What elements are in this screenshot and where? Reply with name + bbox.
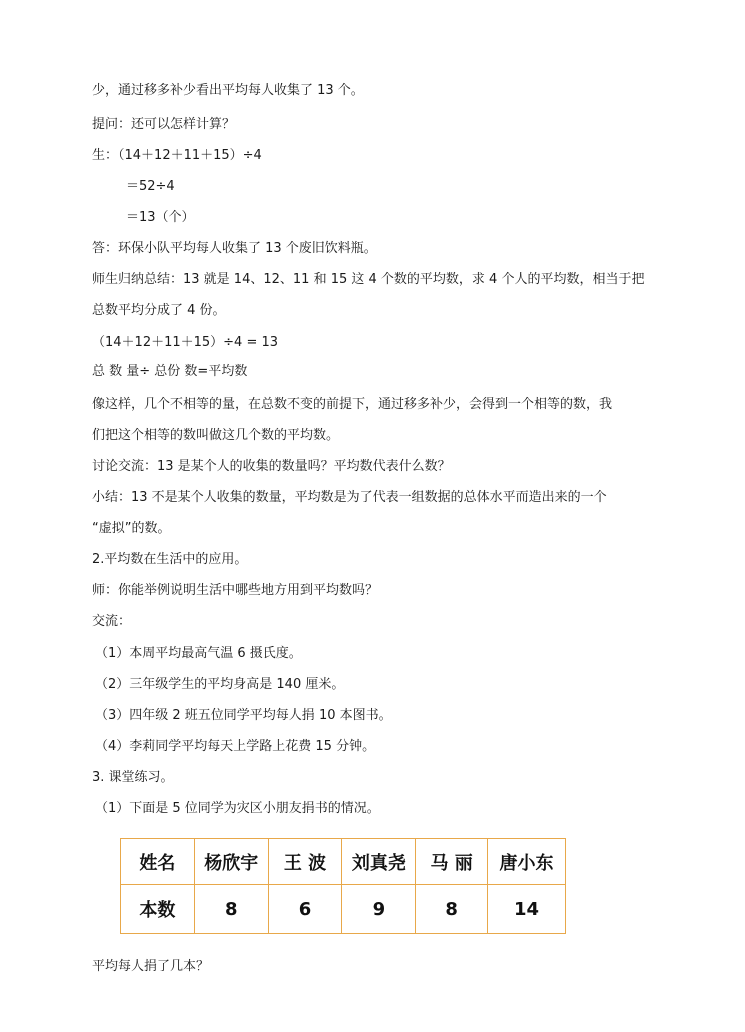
count-cell: 6 [268, 885, 342, 934]
name-cell: 王 波 [268, 839, 342, 885]
list-item: （4）李莉同学平均每天上学路上花费 15 分钟。 [95, 739, 376, 754]
text-line: ＝52÷4 [126, 179, 175, 194]
list-item: （1）本周平均最高气温 6 摄氏度。 [95, 646, 302, 661]
list-item: （3）四年级 2 班五位同学平均每人捐 10 本图书。 [95, 708, 392, 723]
name-cell: 刘真尧 [342, 839, 416, 885]
text-line: 像这样，几个不相等的量，在总数不变的前提下，通过移多补少，会得到一个相等的数，我 [92, 397, 613, 412]
text-line: 少，通过移多补少看出平均每人收集了 13 个。 [92, 83, 364, 98]
name-cell: 唐小东 [488, 839, 566, 885]
text-line: 师：你能举例说明生活中哪些地方用到平均数吗？ [92, 583, 379, 598]
name-cell: 马 丽 [416, 839, 488, 885]
donation-table [120, 838, 566, 934]
text-line: 平均每人捐了几本？ [92, 959, 210, 974]
text-line: 提问：还可以怎样计算？ [92, 117, 236, 132]
list-item: （1）下面是 5 位同学为灾区小朋友捐书的情况。 [95, 801, 380, 816]
list-item: （2）三年级学生的平均身高是 140 厘米。 [95, 677, 345, 692]
text-line: 2.平均数在生活中的应用。 [92, 552, 248, 567]
text-line: 生：（14＋12＋11＋15）÷4 [92, 148, 262, 163]
text-line: “虚拟”的数。 [92, 521, 171, 536]
text-line: 们把这个相等的数叫做这几个数的平均数。 [92, 428, 340, 443]
text-line: 总 数 量÷ 总份 数=平均数 [92, 364, 248, 379]
count-cell: 8 [194, 885, 268, 934]
name-cell: 杨欣宇 [194, 839, 268, 885]
header-cell-count: 本数 [121, 885, 195, 934]
count-cell: 14 [488, 885, 566, 934]
text-line: 答：环保小队平均每人收集了 13 个废旧饮料瓶。 [92, 241, 377, 256]
text-line: ＝13（个） [126, 210, 195, 225]
text-line: （14＋12＋11＋15）÷4 = 13 [92, 335, 279, 350]
count-cell: 9 [342, 885, 416, 934]
header-cell-name: 姓名 [121, 839, 195, 885]
text-line: 小结：13 不是某个人收集的数量，平均数是为了代表一组数据的总体水平而造出来的一个 [92, 490, 607, 505]
table-row [121, 885, 566, 934]
count-cell: 8 [416, 885, 488, 934]
text-line: 讨论交流：13 是某个人的收集的数量吗？平均数代表什么数？ [92, 459, 451, 474]
text-line: 总数平均分成了 4 份。 [92, 303, 226, 318]
table-row [121, 839, 566, 885]
text-line: 3. 课堂练习。 [92, 770, 174, 785]
text-line: 交流： [92, 614, 132, 629]
text-line: 师生归纳总结：13 就是 14、12、11 和 15 这 4 个数的平均数，求 4 个人的平均数，相当于把 [92, 272, 645, 287]
